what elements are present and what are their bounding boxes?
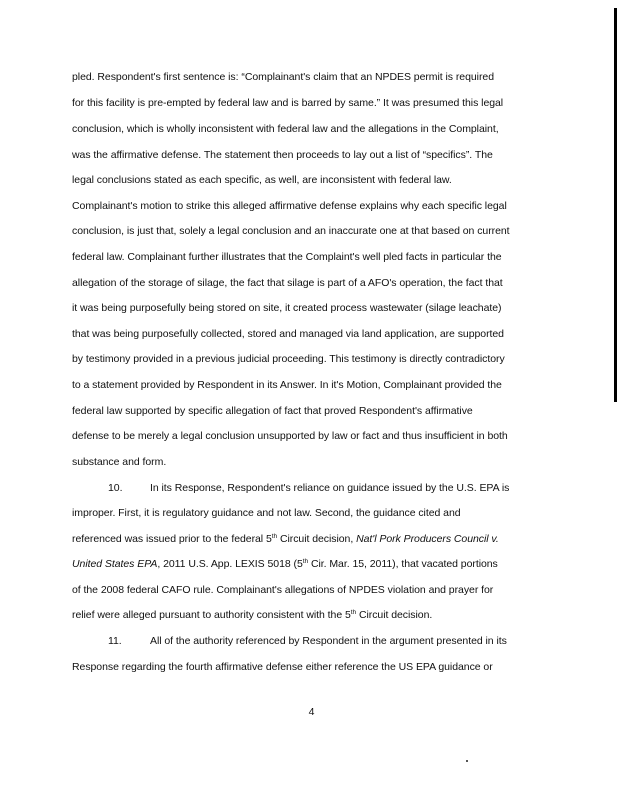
text-line: defense to be merely a legal conclusion unsupported by law or fact and thus insufficient in both (72, 430, 508, 442)
text-line: referenced was issued prior to the federal 5th Circuit decision, Nat'l Pork Producers Council v. (72, 533, 499, 545)
text-line: federal law. Complainant further illustrates that the Complaint's well pled facts in particular the (72, 251, 502, 263)
paragraph-number: 10. (108, 482, 123, 494)
text-line: 10. In its Response, Respondent's reliance on guidance issued by the U.S. EPA is (108, 482, 510, 494)
margin-bar (614, 8, 617, 402)
scan-speck (466, 760, 468, 762)
case-citation: United States EPA (72, 558, 158, 570)
text-line: conclusion, is just that, solely a legal conclusion and an inaccurate one at that based on current (72, 225, 510, 237)
case-citation: Nat'l Pork Producers Council v. (356, 533, 499, 545)
text-line: by testimony provided in a previous judicial proceeding. This testimony is directly contradictory (72, 353, 505, 365)
text-line: that was being purposefully collected, stored and managed via land application, are supported (72, 328, 504, 340)
text-line: improper. First, it is regulatory guidance and not law. Second, the guidance cited and (72, 507, 461, 519)
text-line: allegation of the storage of silage, the fact that silage is part of a AFO's operation, the fact that (72, 277, 503, 289)
text-line: for this facility is pre-empted by federal law and is barred by same.” It was presumed this legal (72, 97, 504, 109)
text-line: United States EPA, 2011 U.S. App. LEXIS 5018 (5th Cir. Mar. 15, 2011), that vacated portions (72, 558, 498, 570)
text-line: 11. All of the authority referenced by Respondent in the argument presented in its (108, 635, 507, 647)
text-line: Response regarding the fourth affirmative defense either reference the US EPA guidance or (72, 661, 493, 673)
text-line: legal conclusions stated as each specific, as well, are inconsistent with federal law. (72, 174, 452, 186)
text-line: relief were alleged pursuant to authority consistent with the 5th Circuit decision. (72, 609, 433, 621)
text-line: conclusion, which is wholly inconsistent with federal law and the allegations in the Complaint, (72, 123, 499, 135)
text-line: was the affirmative defense. The statement then proceeds to lay out a list of “specifics”. The (72, 149, 493, 161)
text-line: of the 2008 federal CAFO rule. Complainant's allegations of NPDES violation and prayer for (72, 584, 494, 596)
paragraph-number: 11. (108, 635, 122, 647)
text-line: substance and form. (72, 456, 167, 468)
text-line: federal law supported by specific allegation of fact that proved Respondent's affirmative (72, 405, 473, 417)
page-number: 4 (308, 706, 315, 718)
text-line: it was being purposefully being stored on site, it created process wastewater (silage leachate) (72, 302, 502, 314)
text-line: to a statement provided by Respondent in its Answer. In it's Motion, Complainant provided the (72, 379, 502, 391)
text-line: Complainant's motion to strike this alleged affirmative defense explains why each specific legal (72, 200, 507, 212)
text-line: pled. Respondent's first sentence is: “Complainant's claim that an NPDES permit is required (72, 71, 494, 83)
